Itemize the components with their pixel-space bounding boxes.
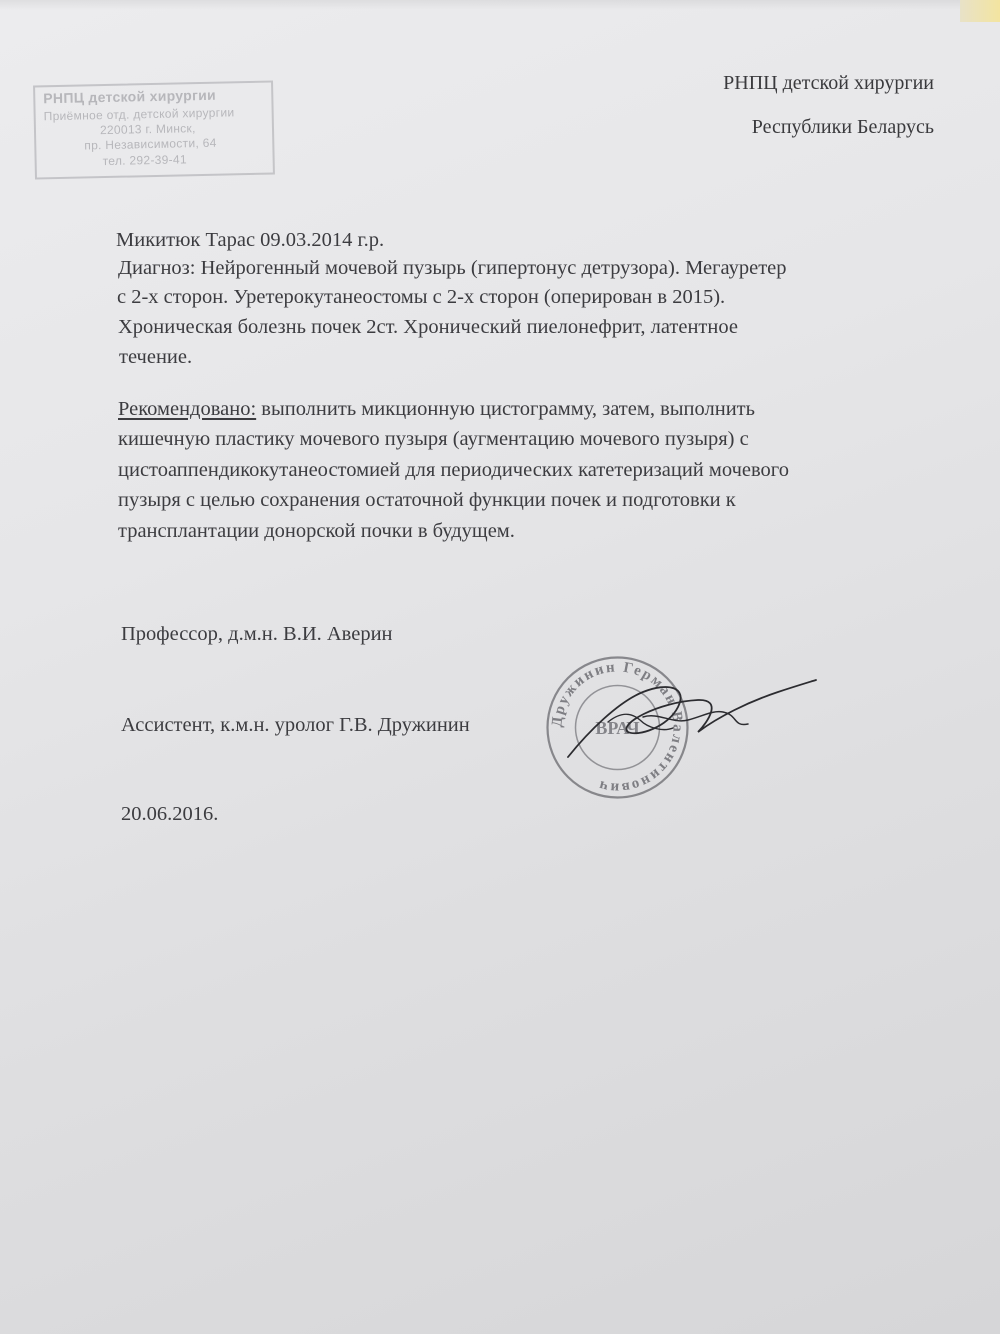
stamp-line-4: пр. Независимости, 64 bbox=[84, 135, 217, 153]
diagnosis-line-4: течение. bbox=[119, 346, 193, 368]
diagnosis-line-2: с 2-х сторон. Уретерокутанеостомы с 2-х сторон (оперирован в 2015). bbox=[117, 286, 726, 308]
stamp-line-5: тел. 292-39-41 bbox=[102, 152, 187, 169]
recommendation-line-5: трансплантации донорской почки в будущем. bbox=[118, 520, 515, 542]
institution-stamp bbox=[33, 80, 275, 179]
recommendation-line-1-text: выполнить микционную цистограмму, затем, выполнить bbox=[256, 398, 755, 420]
stamp-line-1: РНПЦ детской хирургии bbox=[43, 86, 217, 107]
handwritten-signature bbox=[548, 662, 818, 772]
stamp-line-2: Приёмное отд. детской хирургии bbox=[43, 105, 235, 124]
organization-country: Республики Беларусь bbox=[751, 116, 934, 138]
diagnosis-line-1: Диагноз: Нейрогенный мочевой пузырь (гипертонус детрузора). Мегауретер bbox=[118, 257, 787, 279]
recommendation-label: Рекомендовано: bbox=[118, 398, 257, 420]
stamp-line-3: 220013 г. Минск, bbox=[99, 121, 196, 138]
assistant-signature-line: Ассистент, к.м.н. уролог Г.В. Дружинин bbox=[121, 714, 470, 736]
background-edge bbox=[960, 0, 1000, 22]
organization-name: РНПЦ детской хирургии bbox=[723, 72, 934, 94]
seal-center-text: ВРАЧ bbox=[595, 718, 640, 738]
diagnosis-line-3: Хроническая болезнь почек 2ст. Хронический пиелонефрит, латентное bbox=[118, 316, 738, 338]
patient-line: Микитюк Тарас 09.03.2014 г.р. bbox=[116, 229, 385, 251]
recommendation-line-2: кишечную пластику мочевого пузыря (аугментацию мочевого пузыря) с bbox=[118, 428, 749, 450]
top-shadow bbox=[0, 0, 1000, 10]
recommendation-line-4: пузыря с целью сохранения остаточной функции почек и подготовки к bbox=[118, 489, 736, 511]
recommendation-line-1 bbox=[118, 395, 755, 423]
professor-signature-line: Профессор, д.м.н. В.И. Аверин bbox=[121, 623, 393, 645]
seal-outer-text: Дружинин Герман Валентинович bbox=[549, 659, 686, 796]
document-date: 20.06.2016. bbox=[121, 803, 219, 825]
recommendation-line-3: цистоаппендикокутанеостомией для периодических катетеризаций мочевого bbox=[118, 459, 789, 481]
